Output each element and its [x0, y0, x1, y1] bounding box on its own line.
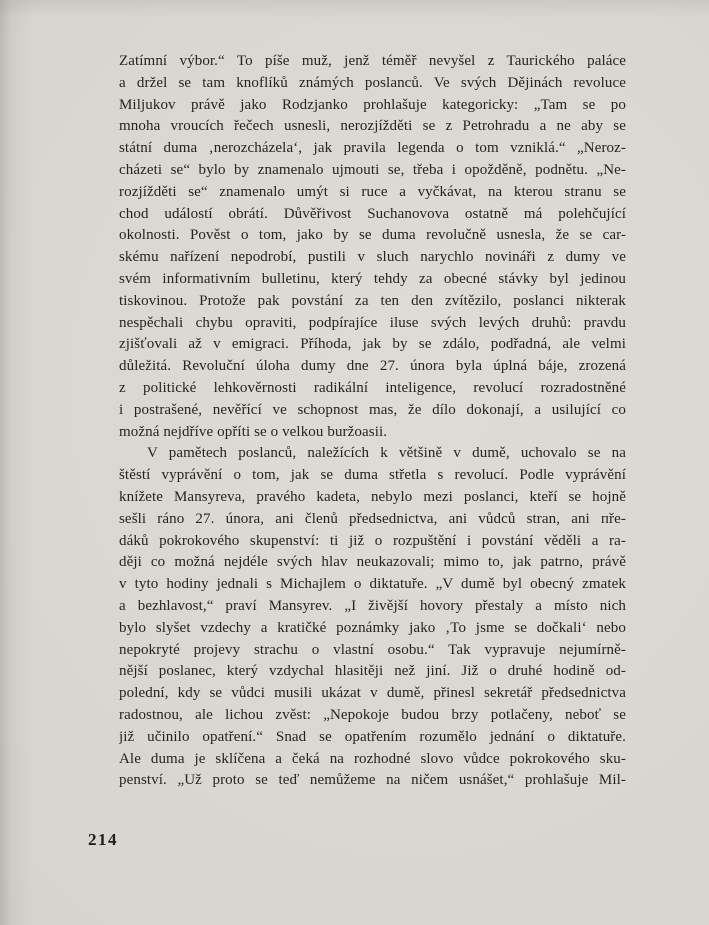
text-line: tiskovinou. Protože pak povstání za ten den zvítězilo, poslanci nikterak [119, 292, 626, 309]
text-line: možná nejdříve opříti se o velkou buržoasii. [119, 423, 388, 440]
text-line: štěstí vyprávění o tom, jak se duma střetla s revolucí. Podle vyprávění [119, 467, 626, 484]
text-line: Miljukov právě jako Rodzjanko prohlašuje kategoricky: „Tam se po [119, 96, 626, 113]
text-line: již učinilo opatření.“ Snad se opatřením rozumělo jednání o diktatuře. [119, 728, 626, 745]
text-line: státní duma ‚nerozcházela‘, jak pravila legenda o tom vzniklá.“ „Neroz- [119, 140, 626, 157]
text-line: polední, kdy se vůdci musili ukázat v dumě, přinesl sekretář předsednictva [119, 685, 626, 702]
text-line: mnoha vroucích řečech usnesli, nerozjížděti se z Petrohradu a ne aby se [119, 118, 626, 135]
text-line: skému nařízení nepodrobí, pustili v sluch narychlo novináři z dumy ve [119, 249, 626, 266]
text-line: a držel se tam knoflíků známých poslanců. Ve svých Dějinách revoluce [119, 74, 626, 91]
text-line: Zatímní výbor.“ To píše muž, jenž téměř nevyšel z Taurického paláce [119, 53, 626, 69]
text-line: ději co možná nejdéle svých hlav neukazovali; mimo to, jak patrno, právě [119, 554, 626, 571]
text-line: dáků pokrokového skupenství: ti již o rozpuštění i povstání věděli a ra- [119, 532, 626, 549]
text-line: okolnosti. Pověst o tom, jako by se duma revolučně usnesla, že se car- [119, 227, 626, 244]
text-line: i postrašené, nevěřící ve schopnost mas, že dílo dokonají, a usilující co [119, 401, 626, 418]
text-line: a bezhlavost,“ praví Mansyrev. „I živější hovory přestaly a místo nich [119, 597, 626, 614]
text-line: sešli ráno 27. února, ani členů předsednictva, ani vůdců stran, ani пře- [119, 510, 626, 527]
text-line: zjišťovali až v emigraci. Příhoda, jak by se zdálo, podřadná, ale velmi [119, 336, 626, 353]
text-block [119, 51, 626, 792]
text-line: Ale duma je sklíčena a čeká na rozhodné slovo vůdce pokrokového sku- [119, 750, 626, 767]
text-line: nepokryté projevy strachu o vlastní osobu.“ Tak vypravuje nejumírně- [119, 641, 626, 658]
text-line: penství. „Už proto se teď nemůžeme na ničem usnášet,“ prohlašuje Mil- [119, 772, 626, 789]
text-line: nespěchali chybu opraviti, podpírajíce iluse svých levých druhů: pravdu [119, 314, 626, 331]
text-line: důležitá. Revoluční úloha dumy dne 27. února byla úplná báje, zrozená [119, 358, 626, 375]
text-line: rozjížděti se“ znamenalo umýt si ruce a vyčkávat, na kterou stranu se [119, 183, 626, 200]
text-line: knížete Mansyreva, pravého kadeta, nebylo mezi poslanci, kteří se hojně [119, 488, 626, 505]
text-line: z politické lehkověrnosti radikální inteligence, revolucí rozradostněné [119, 379, 626, 396]
text-line: bylo slyšet vzdechy a kratičké poznámky jako ‚To jsme se dočkali‘ nebo [119, 619, 626, 636]
text-line: chod událostí obrátí. Důvěřivost Suchanovova ostatně má polehčující [119, 205, 626, 222]
text-line: v tyto hodiny jednali s Michajlem o diktatuře. „V dumě byl obecný zmatek [119, 576, 626, 593]
text-line: svém informativním bulletinu, který tehdy za obecné stávky byl jedinou [119, 270, 626, 287]
text-line: cházeti se“ bylo by znamenalo ujmouti se, třeba i opožděně, podnětu. „Ne- [119, 161, 626, 178]
text-line: V pamětech poslanců, naležících k většině v dumě, uchovalo se na [147, 445, 626, 462]
text-line: nější poslanec, který vzdychal hlasitěji než jiní. Již o druhé hodině od- [119, 663, 626, 680]
text-line: radostnou, ale lichou zvěst: „Nepokoje budou brzy potlačeny, neboť se [119, 706, 626, 723]
page-number: 214 [88, 830, 118, 849]
